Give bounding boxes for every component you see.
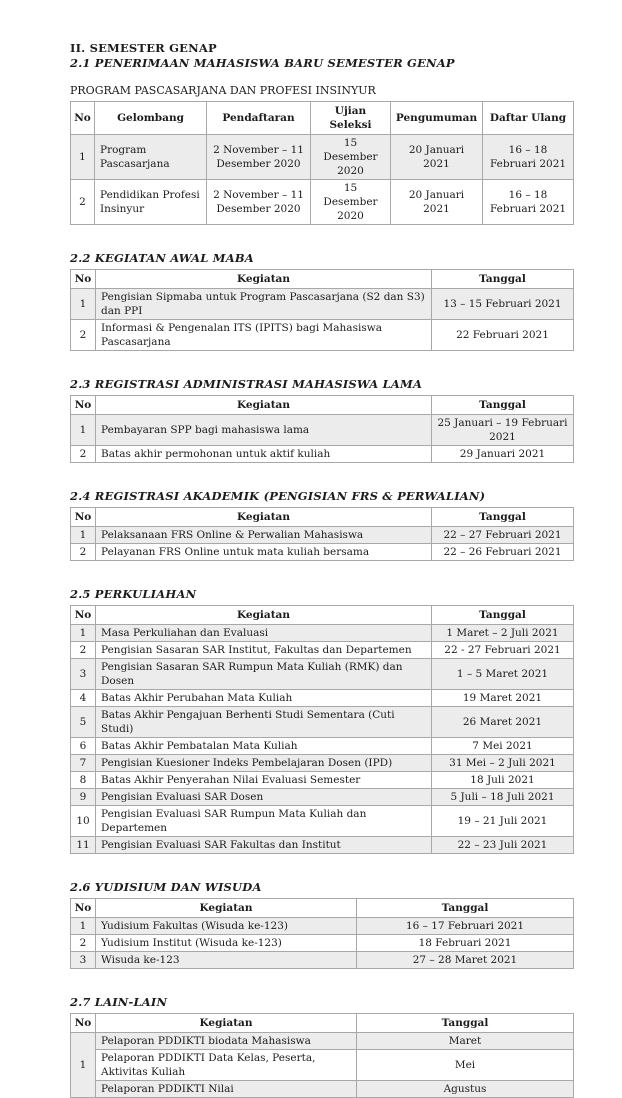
cell-daftar-ulang: 16 – 18 Februari 2021 [483,180,574,225]
cell-pendaftaran: 2 November – 11 Desember 2020 [207,135,311,180]
cell-tanggal: 5 Juli – 18 Juli 2021 [432,789,574,806]
cell-kegiatan: Pengisian Sasaran SAR Rumpun Mata Kuliah (RMK) dan Dosen [96,659,432,690]
header-tanggal: Tanggal [432,606,574,625]
cell-no: 1 [71,415,96,446]
cell-kegiatan: Pelaporan PDDIKTI biodata Mahasiswa [96,1033,357,1050]
header-tanggal: Tanggal [357,1014,574,1033]
cell-kegiatan: Masa Perkuliahan dan Evaluasi [96,625,432,642]
table-row [71,1033,574,1050]
table-row [71,806,574,837]
cell-tanggal: 22 – 27 Februari 2021 [432,527,574,544]
cell-ujian-seleksi: 15 Desember 2020 [311,180,391,225]
section-heading: 2.3 REGISTRASI ADMINISTRASI MAHASISWA LAMA [70,377,423,391]
cell-no: 6 [71,738,96,755]
cell-tanggal: 26 Maret 2021 [432,707,574,738]
cell-no: 2 [71,642,96,659]
table-row [71,1050,574,1081]
cell-kegiatan: Batas Akhir Perubahan Mata Kuliah [96,690,432,707]
cell-tanggal: 22 - 27 Februari 2021 [432,642,574,659]
cell-tanggal: Mei [357,1050,574,1081]
cell-no: 5 [71,707,96,738]
cell-tanggal: 19 Maret 2021 [432,690,574,707]
table-row [71,544,574,561]
cell-tanggal: 1 Maret – 2 Juli 2021 [432,625,574,642]
table-row [71,625,574,642]
table-row [71,289,574,320]
header-kegiatan: Kegiatan [96,1014,357,1033]
cell-no: 1 [71,1033,96,1098]
cell-kegiatan: Pengisian Evaluasi SAR Rumpun Mata Kuliah dan Departemen [96,806,432,837]
section-2-3 [70,377,573,463]
kegiatan-table [70,605,574,854]
table-row [71,527,574,544]
table-row [71,320,574,351]
cell-tanggal: 29 Januari 2021 [432,446,574,463]
cell-tanggal: 22 – 26 Februari 2021 [432,544,574,561]
header-pendaftaran: Pendaftaran [207,102,311,135]
cell-no: 3 [71,952,96,969]
table-row [71,789,574,806]
table-header-row [71,606,574,625]
lain-lain-table [70,1013,574,1098]
cell-kegiatan: Informasi & Pengenalan ITS (IPITS) bagi Mahasiswa Pascasarjana [96,320,432,351]
cell-kegiatan: Yudisium Institut (Wisuda ke-123) [96,935,357,952]
cell-no: 3 [71,659,96,690]
table-row [71,837,574,854]
header-tanggal: Tanggal [432,396,574,415]
table-row [71,180,574,225]
cell-gelombang: Pendidikan Profesi Insinyur [95,180,207,225]
header-no: No [71,270,96,289]
admission-header-row [71,102,574,135]
table-row [71,659,574,690]
cell-no: 8 [71,772,96,789]
cell-kegiatan: Yudisium Fakultas (Wisuda ke-123) [96,918,357,935]
table-header-row [71,270,574,289]
cell-tanggal: Agustus [357,1081,574,1098]
cell-no: 1 [71,918,96,935]
cell-gelombang: Program Pascasarjana [95,135,207,180]
cell-no: 11 [71,837,96,854]
header-kegiatan: Kegiatan [96,606,432,625]
cell-tanggal: 22 Februari 2021 [432,320,574,351]
cell-ujian-seleksi: 15 Desember 2020 [311,135,391,180]
table-header-row [71,1014,574,1033]
table-row [71,772,574,789]
cell-daftar-ulang: 16 – 18 Februari 2021 [483,135,574,180]
table-row [71,738,574,755]
cell-no: 7 [71,755,96,772]
table-row [71,446,574,463]
cell-tanggal: 27 – 28 Maret 2021 [357,952,574,969]
table-header-row [71,899,574,918]
cell-kegiatan: Batas akhir permohonan untuk aktif kuliah [96,446,432,463]
section-2-1-heading: 2.1 PENERIMAAN MAHASISWA BARU SEMESTER GENAP [70,56,455,70]
cell-tanggal: 25 Januari – 19 Februari 2021 [432,415,574,446]
header-tanggal: Tanggal [357,899,574,918]
table-row [71,415,574,446]
table-row [71,690,574,707]
cell-no: 10 [71,806,96,837]
kegiatan-table [70,507,574,561]
section-2-2 [70,251,573,351]
header-kegiatan: Kegiatan [96,899,357,918]
header-no: No [71,396,96,415]
cell-tanggal: 18 Februari 2021 [357,935,574,952]
cell-tanggal: 22 – 23 Juli 2021 [432,837,574,854]
cell-no: 4 [71,690,96,707]
header-daftar-ulang: Daftar Ulang [483,102,574,135]
header-no: No [71,606,96,625]
section-2-7 [70,995,573,1098]
table-row [71,707,574,738]
section-2-4 [70,489,573,561]
header-no: No [71,1014,96,1033]
cell-kegiatan: Pembayaran SPP bagi mahasiswa lama [96,415,432,446]
header-kegiatan: Kegiatan [96,396,432,415]
section-2-5 [70,587,573,854]
header-tanggal: Tanggal [432,508,574,527]
header-no: No [71,102,95,135]
cell-kegiatan: Pengisian Evaluasi SAR Fakultas dan Institut [96,837,432,854]
cell-tanggal: 16 – 17 Februari 2021 [357,918,574,935]
table-row [71,1081,574,1098]
table-row [71,642,574,659]
cell-kegiatan: Pengisian Sasaran SAR Institut, Fakultas dan Departemen [96,642,432,659]
header-no: No [71,508,96,527]
section-heading: 2.7 LAIN-LAIN [70,995,168,1009]
cell-kegiatan: Pelaporan PDDIKTI Nilai [96,1081,357,1098]
cell-kegiatan: Pengisian Sipmaba untuk Program Pascasarjana (S2 dan S3) dan PPI [96,289,432,320]
cell-kegiatan: Batas Akhir Penyerahan Nilai Evaluasi Semester [96,772,432,789]
section-heading: 2.4 REGISTRASI AKADEMIK (PENGISIAN FRS & PERWALIAN) [70,489,486,503]
cell-tanggal: 18 Juli 2021 [432,772,574,789]
cell-no: 2 [71,320,96,351]
cell-no: 2 [71,180,95,225]
cell-no: 1 [71,289,96,320]
cell-tanggal: Maret [357,1033,574,1050]
cell-tanggal: 13 – 15 Februari 2021 [432,289,574,320]
cell-pengumuman: 20 Januari 2021 [391,135,483,180]
cell-no: 1 [71,527,96,544]
cell-tanggal: 19 – 21 Juli 2021 [432,806,574,837]
kegiatan-table [70,269,574,351]
section-heading: 2.6 YUDISIUM DAN WISUDA [70,880,262,894]
header-pengumuman: Pengumuman [391,102,483,135]
cell-kegiatan: Pelaksanaan FRS Online & Perwalian Mahasiswa [96,527,432,544]
header-no: No [71,899,96,918]
table-header-row [71,396,574,415]
table-row [71,755,574,772]
section-heading: 2.5 PERKULIAHAN [70,587,197,601]
cell-kegiatan: Pelaporan PDDIKTI Data Kelas, Peserta, Aktivitas Kuliah [96,1050,357,1081]
table-row [71,135,574,180]
cell-kegiatan: Pengisian Kuesioner Indeks Pembelajaran Dosen (IPD) [96,755,432,772]
cell-kegiatan: Pelayanan FRS Online untuk mata kuliah bersama [96,544,432,561]
section-heading: 2.2 KEGIATAN AWAL MABA [70,251,254,265]
header-kegiatan: Kegiatan [96,270,432,289]
cell-tanggal: 1 – 5 Maret 2021 [432,659,574,690]
table-row [71,918,574,935]
header-kegiatan: Kegiatan [96,508,432,527]
admission-table-caption: PROGRAM PASCASARJANA DAN PROFESI INSINYUR [70,84,376,97]
cell-pendaftaran: 2 November – 11 Desember 2020 [207,180,311,225]
header-tanggal: Tanggal [432,270,574,289]
cell-kegiatan: Pengisian Evaluasi SAR Dosen [96,789,432,806]
cell-no: 2 [71,446,96,463]
header-ujian-seleksi: Ujian Seleksi [311,102,391,135]
cell-kegiatan: Wisuda ke-123 [96,952,357,969]
table-header-row [71,508,574,527]
cell-kegiatan: Batas Akhir Pembatalan Mata Kuliah [96,738,432,755]
cell-no: 2 [71,935,96,952]
cell-no: 2 [71,544,96,561]
cell-tanggal: 7 Mei 2021 [432,738,574,755]
kegiatan-table [70,395,574,463]
header-gelombang: Gelombang [95,102,207,135]
cell-kegiatan: Batas Akhir Pengajuan Berhenti Studi Sementara (Cuti Studi) [96,707,432,738]
kegiatan-table [70,898,574,969]
section-2-6 [70,880,573,969]
cell-no: 1 [71,625,96,642]
cell-no: 1 [71,135,95,180]
table-row [71,935,574,952]
cell-pengumuman: 20 Januari 2021 [391,180,483,225]
table-row [71,952,574,969]
cell-tanggal: 31 Mei – 2 Juli 2021 [432,755,574,772]
document-title: II. SEMESTER GENAP [70,41,217,55]
admission-table [70,101,574,225]
cell-no: 9 [71,789,96,806]
